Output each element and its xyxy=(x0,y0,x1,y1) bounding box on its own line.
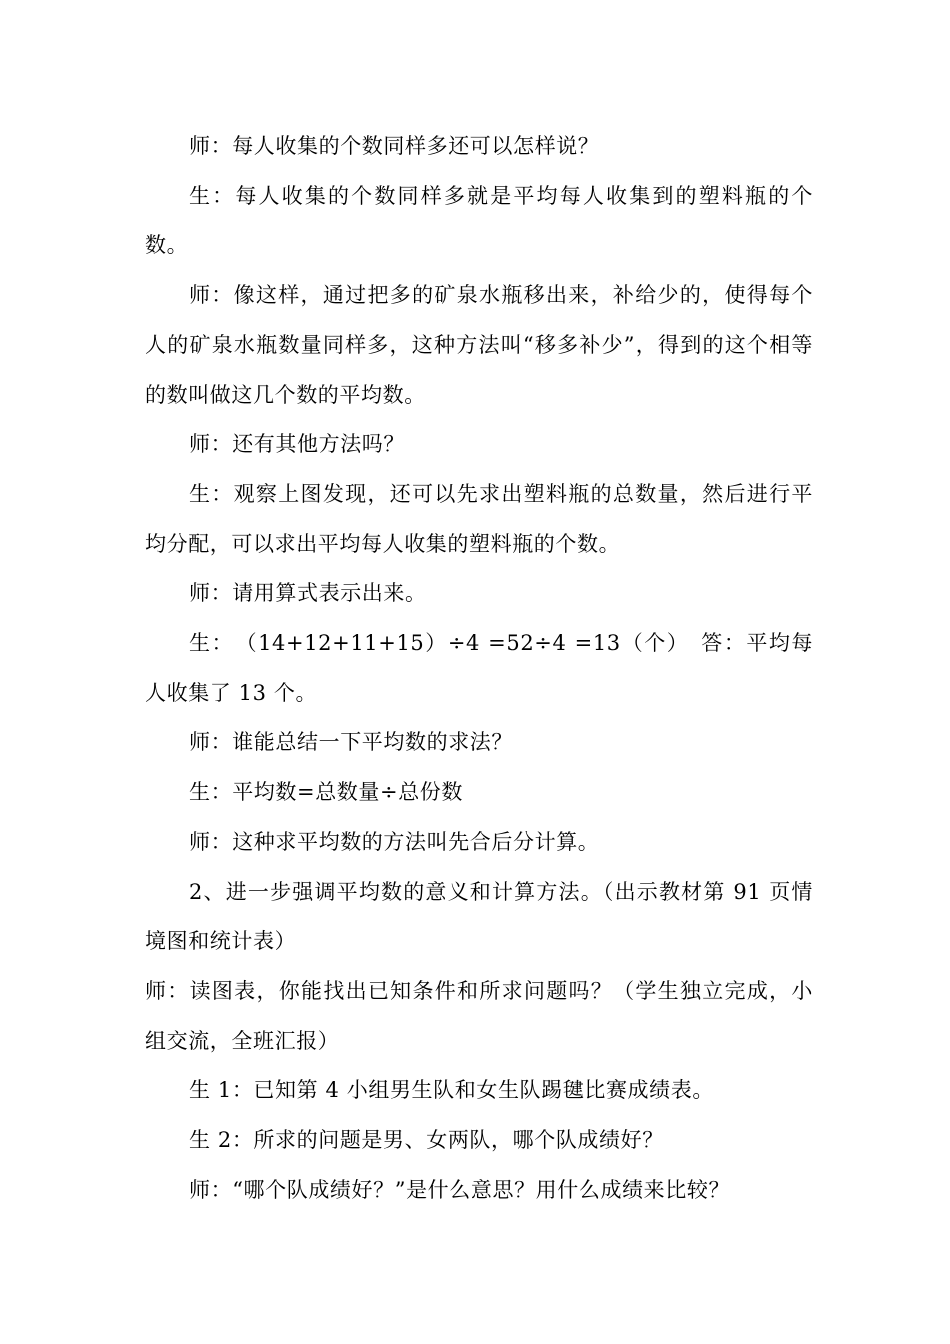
document-page xyxy=(145,122,813,1215)
paragraph: 师：每人收集的个数同样多还可以怎样说？ xyxy=(189,134,600,158)
paragraph: 师：“哪个队成绩好？”是什么意思？用什么成绩来比较？ xyxy=(189,1177,731,1202)
paragraph: 2、进一步强调平均数的意义和计算方法。（出示教材第 91 页情境图和统计表） xyxy=(145,879,813,954)
paragraph: 师：读图表，你能找出已知条件和所求问题吗？（学生独立完成，小组交流，全班汇报） xyxy=(145,978,813,1053)
paragraph: 师：请用算式表示出来。 xyxy=(189,581,427,606)
paragraph: 生：平均数=总数量÷总份数 xyxy=(189,780,463,805)
paragraph: 师：这种求平均数的方法叫先合后分计算。 xyxy=(189,829,600,854)
paragraph: 生： （14+12+11+15）÷4 =52÷4 =13（个） 答：平均每人收集了 13 个。 xyxy=(145,631,813,705)
paragraph: 生：观察上图发现，还可以先求出塑料瓶的总数量，然后进行平均分配，可以求出平均每人收集的塑料瓶的个数。 xyxy=(145,481,813,556)
paragraph: 生 1：已知第 4 小组男生队和女生队踢毽比赛成绩表。 xyxy=(189,1078,714,1103)
paragraph: 师：谁能总结一下平均数的求法？ xyxy=(189,730,513,755)
paragraph: 师：像这样，通过把多的矿泉水瓶移出来，补给少的，使得每个人的矿泉水瓶数量同样多，这种方法叫“移多补少”，得到的这个相等的数叫做这几个数的平均数。 xyxy=(145,283,813,407)
paragraph: 生 2：所求的问题是男、女两队，哪个队成绩好？ xyxy=(189,1128,664,1153)
paragraph: 师：还有其他方法吗？ xyxy=(189,432,405,457)
paragraph: 生：每人收集的个数同样多就是平均每人收集到的塑料瓶的个数。 xyxy=(145,183,813,258)
